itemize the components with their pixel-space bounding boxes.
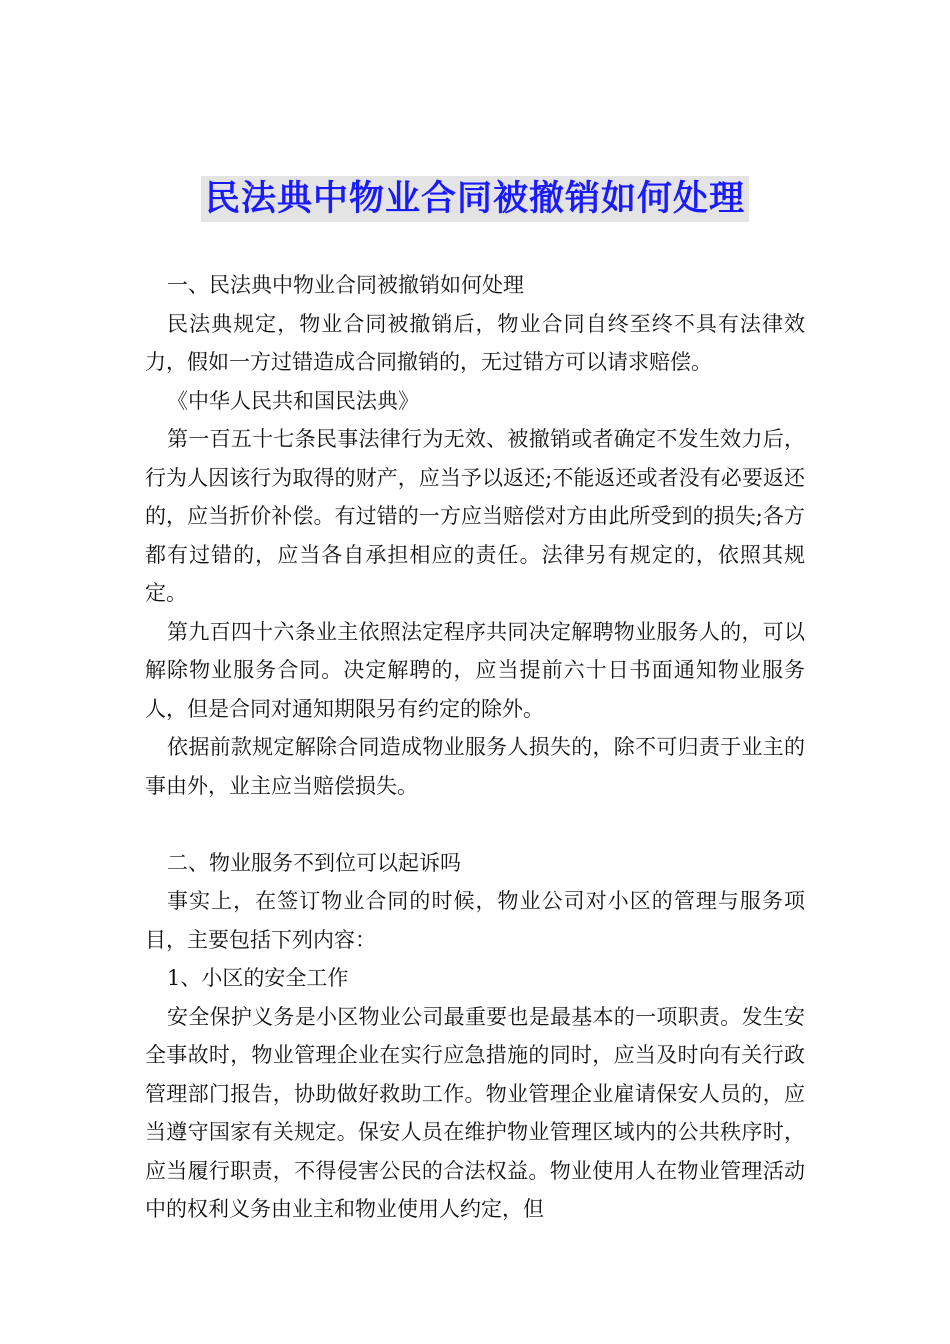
paragraph: 依据前款规定解除合同造成物业服务人损失的，除不可归责于业主的事由外，业主应当赔偿损失。 — [145, 735, 805, 798]
law-title: 《中华人民共和国民法典》 — [167, 388, 420, 413]
section-heading-2: 二、物业服务不到位可以起诉吗 — [167, 850, 462, 875]
document-title: 民法典中物业合同被撤销如何处理 — [201, 176, 749, 222]
paragraph: 第九百四十六条业主依照法定程序共同决定解聘物业服务人的，可以解除物业服务合同。决定解聘的，应当提前六十日书面通知物业服务人，但是合同对通知期限另有约定的除外。 — [145, 619, 805, 721]
document-body — [145, 266, 805, 1229]
title-container — [0, 176, 950, 222]
subheading: 1、小区的安全工作 — [167, 966, 349, 990]
paragraph: 民法典规定，物业合同被撤销后，物业合同自终至终不具有法律效力，假如一方过错造成合同撤销的，无过错方可以请求赔偿。 — [145, 311, 805, 374]
paragraph: 安全保护义务是小区物业公司最重要也是最基本的一项职责。发生安全事故时，物业管理企业在实行应急措施的同时，应当及时向有关行政管理部门报告，协助做好救助工作。物业管理企业雇请保安人员的，应当遵守国家有关规定。保安人员在维护物业管理区域内的公共秩序时，应当履行职责，不得侵害公民的合法权益。物业使用人在物业管理活动中的权利义务由业主和物业使用人约定，但 — [145, 1004, 805, 1221]
section-heading-1: 一、民法典中物业合同被撤销如何处理 — [167, 273, 525, 297]
blank-line — [145, 805, 805, 844]
paragraph: 事实上，在签订物业合同的时候，物业公司对小区的管理与服务项目，主要包括下列内容： — [145, 889, 805, 952]
paragraph: 第一百五十七条民事法律行为无效、被撤销或者确定不发生效力后，行为人因该行为取得的财产，应当予以返还;不能返还或者没有必要返还的，应当折价补偿。有过错的一方应当赔偿对方由此所受到的损失;各方都有过错的，应当各自承担相应的责任。法律另有规定的，依照其规定。 — [145, 427, 805, 605]
